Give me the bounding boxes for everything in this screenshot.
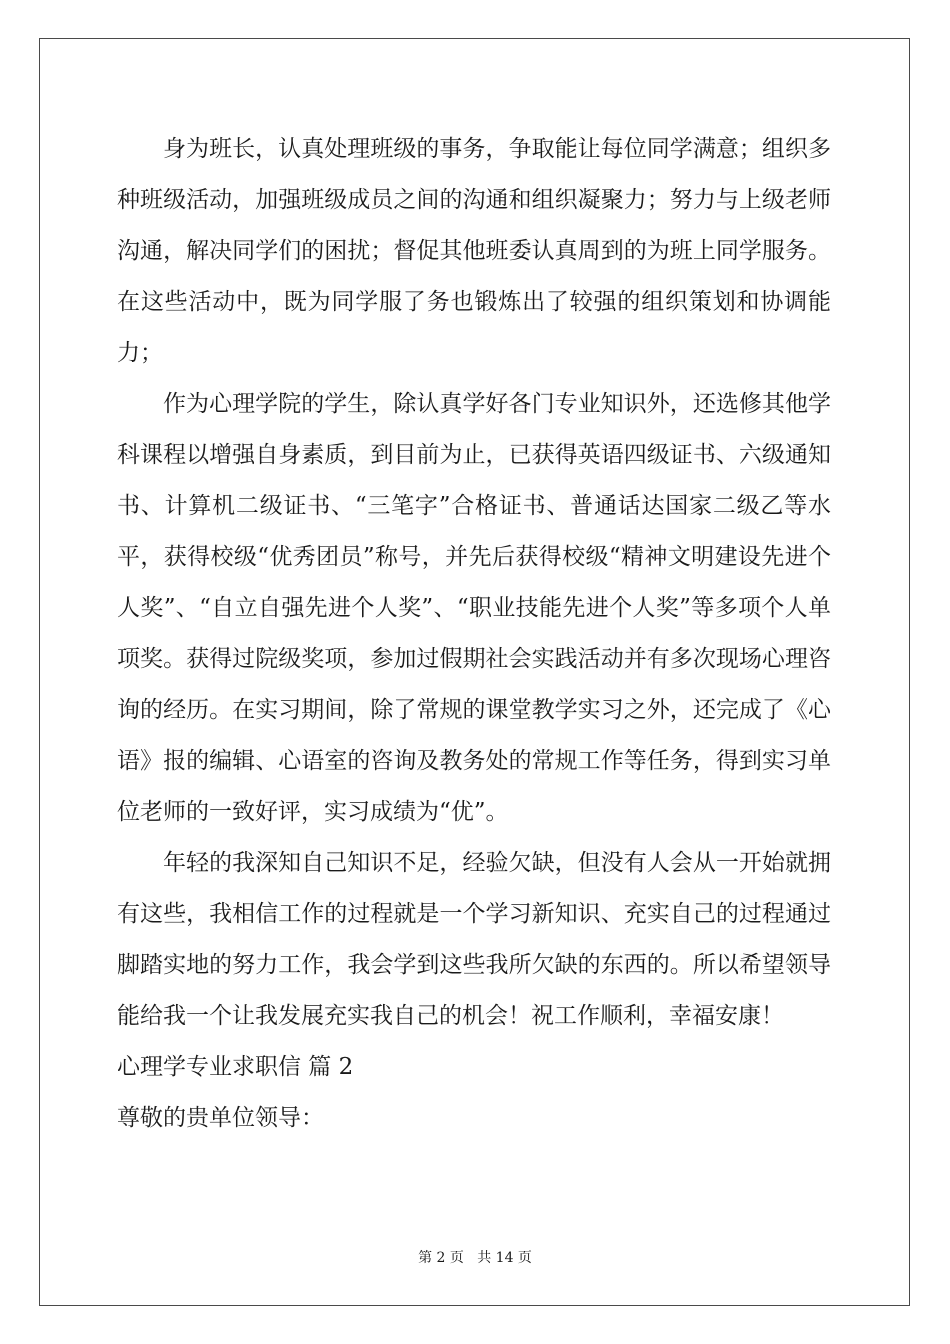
paragraph-closing: 年轻的我深知自己知识不足，经验欠缺，但没有人会从一开始就拥有这些，我相信工作的过程就是一个学习新知识、充实自己的过程通过脚踏实地的努力工作，我会学到这些我所欠缺的东西的。所以希望领导能给我一个让我发展充实我自己的机会！祝工作顺利，幸福安康！ (117, 850, 831, 1029)
salutation: 尊敬的贵单位领导： (117, 1105, 324, 1131)
document-body (117, 124, 831, 1144)
paragraph-class-monitor: 身为班长，认真处理班级的事务，争取能让每位同学满意；组织多种班级活动，加强班级成员之间的沟通和组织凝聚力；努力与上级老师沟通，解决同学们的困扰；督促其他班委认真周到的为班上同学服务。在这些活动中，既为同学服了务也锻炼出了较强的组织策划和协调能力； (117, 136, 831, 366)
page-number-footer: 第 2 页 共 14 页 (418, 1250, 532, 1266)
section-title: 心理学专业求职信 篇 2 (117, 1054, 354, 1080)
paragraph-achievements: 作为心理学院的学生，除认真学好各门专业知识外，还选修其他学科课程以增强自身素质，到目前为止，已获得英语四级证书、六级通知书、计算机二级证书、“三笔字”合格证书、普通话达国家二级乙等水平，获得校级“优秀团员”称号，并先后获得校级“精神文明建设先进个人奖”、“自立自强先进个人奖”、“职业技能先进个人奖”等多项个人单项奖。获得过院级奖项，参加过假期社会实践活动并有多次现场心理咨询的经历。在实习期间，除了常规的课堂教学实习之外，还完成了《心语》报的编辑、心语室的咨询及教务处的常规工作等任务，得到实习单位老师的一致好评，实习成绩为“优”。 (117, 391, 831, 825)
